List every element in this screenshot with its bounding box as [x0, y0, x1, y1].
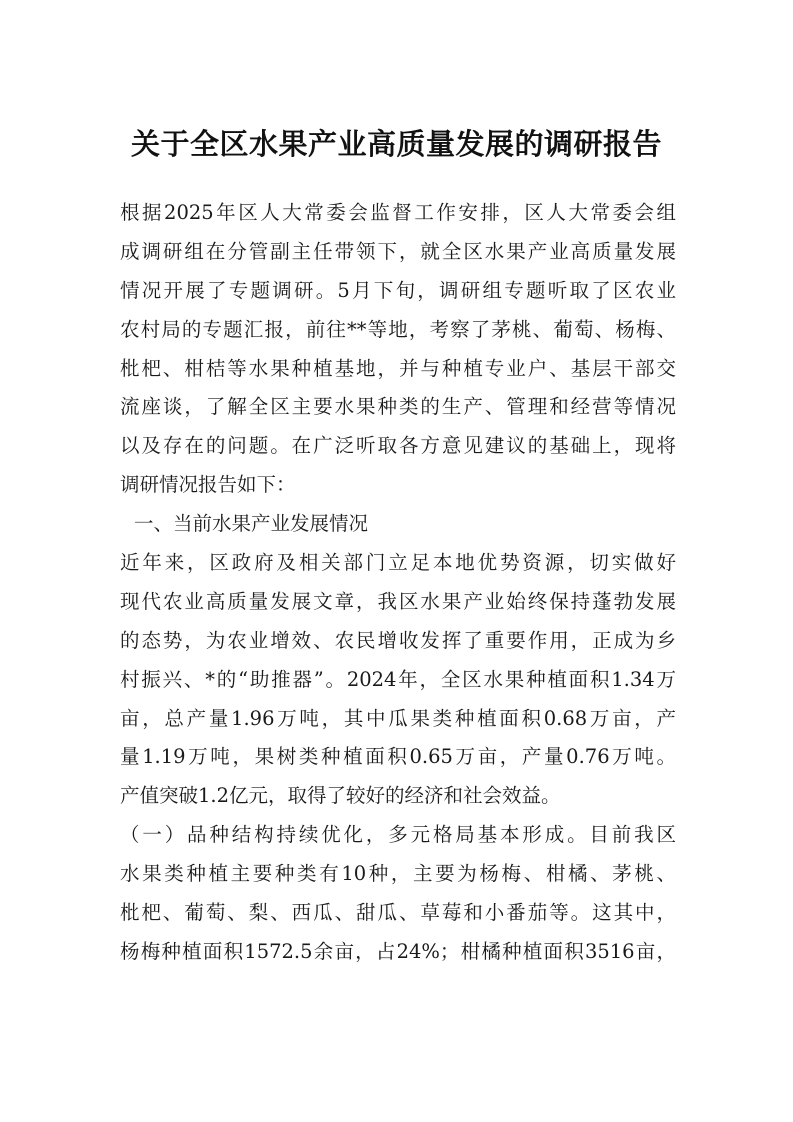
body-line: （一）品种结构持续优化，多元格局基本形成。目前我区 — [120, 823, 676, 847]
body-line: 村振兴、*的“助推器”。2024年，全区水果种植面积1.34万 — [120, 667, 676, 691]
body-line: 枇杷、柑桔等水果种植基地，并与种植专业户、基层干部交 — [120, 356, 676, 380]
body-line: 调研情况报告如下： — [120, 473, 296, 497]
body-line: 根据2025年区人大常委会监督工作安排，区人大常委会组 — [120, 201, 676, 224]
body-line: 产值突破1.2亿元，取得了较好的经济和社会效益。 — [120, 784, 561, 808]
body-line: 以及存在的问题。在广泛听取各方意见建议的基础上，现将 — [120, 434, 676, 458]
section-heading: 一、当前水果产业发展情况 — [134, 512, 369, 536]
body-line: 情况开展了专题调研。5月下旬，调研组专题听取了区农业 — [120, 278, 676, 302]
body-line: 水果类种植主要种类有10种，主要为杨梅、柑橘、茅桃、 — [120, 862, 676, 886]
document-title: 关于全区水果产业高质量发展的调研报告 — [130, 127, 662, 161]
body-line: 亩，总产量1.96万吨，其中瓜果类种植面积0.68万亩，产 — [120, 706, 676, 730]
body-line: 成调研组在分管副主任带领下，就全区水果产业高质量发展 — [120, 239, 676, 263]
body-line: 量1.19万吨，果树类种植面积0.65万亩，产量0.76万吨。 — [120, 745, 676, 769]
body-line: 枇杷、葡萄、梨、西瓜、甜瓜、草莓和小番茄等。这其中， — [120, 901, 676, 925]
body-line: 农村局的专题汇报，前往**等地，考察了茅桃、葡萄、杨梅、 — [120, 317, 676, 341]
document-body — [120, 194, 676, 972]
body-line: 流座谈，了解全区主要水果种类的生产、管理和经营等情况 — [120, 395, 676, 419]
body-line: 现代农业高质量发展文章，我区水果产业始终保持蓬勃发展 — [120, 589, 676, 613]
body-line: 的态势，为农业增效、农民增收发挥了重要作用，正成为乡 — [120, 628, 676, 652]
body-line: 杨梅种植面积1572.5余亩，占24%；柑橘种植面积3516亩， — [120, 939, 676, 963]
body-line: 近年来，区政府及相关部门立足本地优势资源，切实做好 — [120, 551, 676, 575]
